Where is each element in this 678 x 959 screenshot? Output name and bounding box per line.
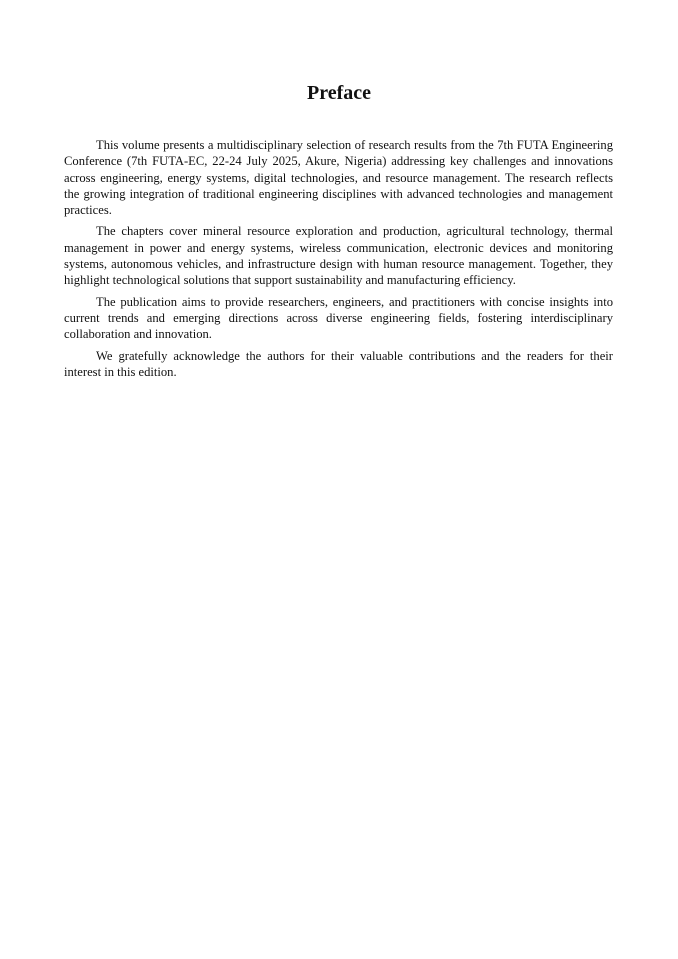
preface-body	[64, 137, 613, 385]
paragraph-3: The publication aims to provide researchers, engineers, and practitioners with concise insights into current trends and emerging directions across diverse engineering fields, fostering interdisciplinary collaboration and innovation.	[64, 294, 613, 342]
paragraph-2: The chapters cover mineral resource exploration and production, agricultural technology, thermal management in power and energy systems, wireless communication, electronic devices and monitoring systems, autonomous vehicles, and infrastructure design with human resource management. Together, they highlight technological solutions that support sustainability and manufacturing efficiency.	[64, 224, 613, 288]
paragraph-1: This volume presents a multidisciplinary selection of research results from the 7th FUTA Engineering Conference (7th FUTA-EC, 22-24 July 2025, Akure, Nigeria) addressing key challenges and innovations across engineering, energy systems, digital technologies, and resource management. The research reflects the growing integration of traditional engineering disciplines with advanced technologies and management practices.	[64, 138, 613, 218]
page-title: Preface	[306, 82, 372, 104]
paragraph-4: We gratefully acknowledge the authors for their valuable contributions and the readers for their interest in this edition.	[64, 348, 613, 379]
